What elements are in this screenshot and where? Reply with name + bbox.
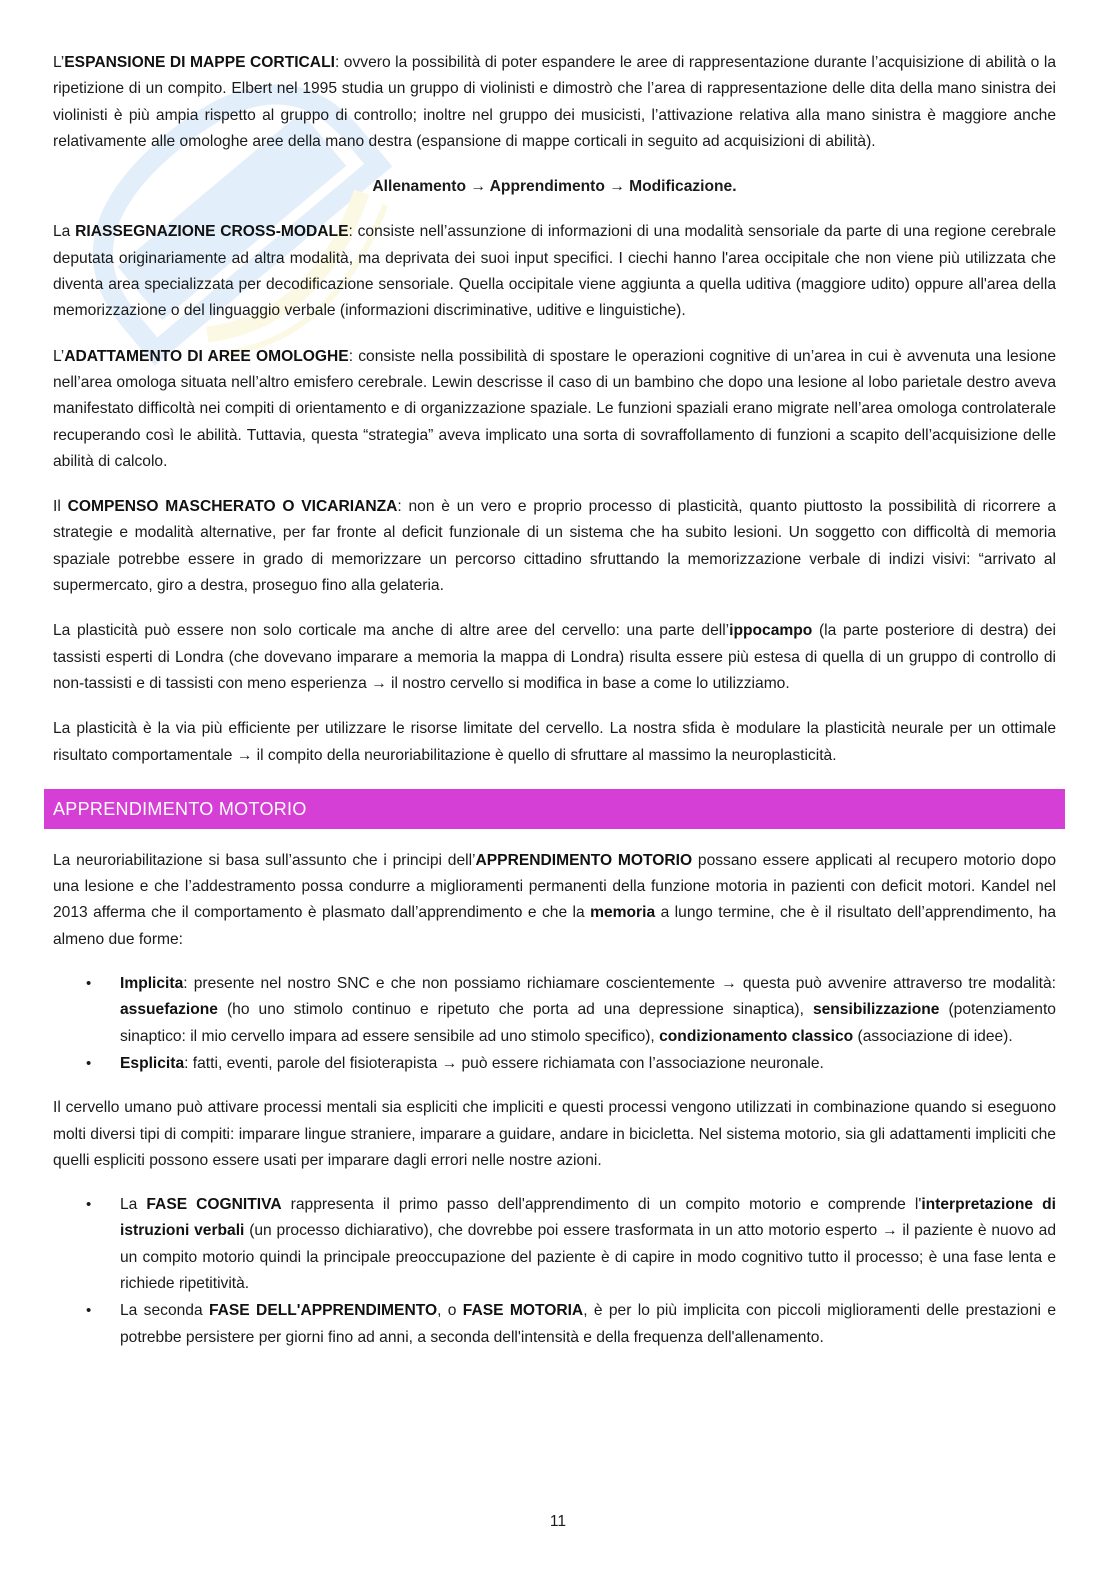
paragraph-compenso: Il COMPENSO MASCHERATO O VICARIANZA: non è un vero e proprio processo di plasticità, quanto piuttosto la possibilità di ricorrere a strategie e modalità alternative, per far fronte al deficit funzionale di un sistema che ha subito lesioni. Un soggetto con difficoltà di memoria spaziale potrebbe essere in grado di memorizzare un percorso cittadino sfruttando la memorizzazione verbale di indizi visivi: “arrivato al supermercato, giro a destra, proseguo fino alla gelateria. xyxy=(53,498,1056,595)
main-content xyxy=(53,50,1056,1351)
bullet-icon: • xyxy=(86,1302,92,1320)
learning-phases-list xyxy=(53,1192,1056,1351)
section-heading-apprendimento-motorio: APPRENDIMENTO MOTORIO xyxy=(44,789,1065,829)
list-item-implicita: • Implicita: presente nel nostro SNC e che non possiamo richiamare coscientemente → questa può avvenire attraverso tre modalità: assuefazione (ho uno stimolo continuo e ripetuto che porta ad una depressione sinaptica), sensibilizzazione (potenziamento sinaptico: il mio cervello impara ad essere sensibile ad uno stimolo specifico), condizionamento classico (associazione di idee). xyxy=(120,971,1056,1050)
paragraph-riassegnazione: La RIASSEGNAZIONE CROSS-MODALE: consiste nell’assunzione di informazioni di una modalità sensoriale da parte di una regione cerebrale deputata originariamente ad altra modalità, ma deprivata dei suoi input specifici. I ciechi hanno l'area occipitale che non viene più utilizzata che diventa area specializzata per decodificazione sensoriale. Quella occipitale viene aggiunta a quella uditiva (maggiore udito) oppure all'area della memorizzazione o del linguaggio verbale (informazioni discriminative, uditive e linguistiche). xyxy=(53,223,1056,320)
memory-forms-list xyxy=(53,971,1056,1077)
paragraph-processi-mentali: Il cervello umano può attivare processi mentali sia espliciti che impliciti e questi processi vengono utilizzati in combinazione quando si eseguono molti diversi tipi di compiti: imparare lingue straniere, imparare a guidare, andare in bicicletta. Nel sistema motorio, sia gli adattamenti impliciti che quelli espliciti possono essere usati per imparare dagli errori nelle nostre azioni. xyxy=(53,1099,1056,1169)
list-item-esplicita: • Esplicita: fatti, eventi, parole del fisioterapista → può essere richiamata con l’associazione neuronale. xyxy=(120,1051,1056,1077)
paragraph-adattamento: L’ADATTAMENTO DI AREE OMOLOGHE: consiste nella possibilità di spostare le operazioni cognitive di un’area in cui è avvenuta una lesione nell’area omologa situata nell’altro emisfero cerebrale. Lewin descrisse il caso di un bambino che dopo una lesione al lobo parietale destro aveva manifestato difficoltà nei compiti di orientamento e di organizzazione spaziale. Le funzioni spaziali erano migrate nell’area omologa controlaterale recuperando così le abilità. Tuttavia, questa “strategia” aveva implicato una sorta di sovraffollamento di funzioni a scapito dell’acquisizione delle abilità di calcolo. xyxy=(53,347,1057,470)
bullet-icon: • xyxy=(86,1196,92,1214)
paragraph-plasticita-ippocampo: La plasticità può essere non solo corticale ma anche di altre aree del cervello: una parte dell’ippocampo (la parte posteriore di destra) dei tassisti esperti di Londra (che dovevano imparare a memoria la mappa di Londra) risulta essere più estesa di quella di un gruppo di controllo di non-tassisti e di tassisti con meno esperienza → il nostro cervello si modifica in base a come lo utilizziamo. xyxy=(53,622,1056,692)
list-item-fase-cognitiva: • La FASE COGNITIVA rappresenta il primo passo dell'apprendimento di un compito motorio e comprende l'interpretazione di istruzioni verbali (un processo dichiarativo), che dovrebbe poi essere trasformata in un atto motorio esperto → il paziente è nuovo ad un compito motorio quindi la principale preoccupazione del paziente è di capire in modo cognitivo tutto il processo; è una fase lenta e richiede ripetitività. xyxy=(120,1192,1056,1297)
list-item-fase-motoria: • La seconda FASE DELL'APPRENDIMENTO, o FASE MOTORIA, è per lo più implicita con piccoli miglioramenti delle prestazioni e potrebbe persistere per giorni fino ad anni, a seconda dell'intensità e della frequenza dell'allenamento. xyxy=(120,1298,1056,1351)
bullet-icon: • xyxy=(86,1054,92,1072)
page-number: 11 xyxy=(549,1513,567,1530)
emphasis-line: Allenamento → Apprendimento → Modificazione. xyxy=(372,178,737,196)
paragraph-neuroriabilitazione: La neuroriabilitazione si basa sull’assunto che i principi dell’APPRENDIMENTO MOTORIO possano essere applicati al recupero motorio dopo una lesione e che l’addestramento possa condurre a miglioramenti permanenti della funzione motoria in pazienti con deficit motori. Kandel nel 2013 afferma che il comportamento è plasmato dall’apprendimento e che la memoria a lungo termine, che è il risultato dell’apprendimento, ha almeno due forme: xyxy=(53,851,1056,948)
paragraph-espansione-mappe: L’ESPANSIONE DI MAPPE CORTICALI: ovvero la possibilità di poter espandere le aree di rappresentazione durante l’acquisizione di abilità o la ripetizione di un compito. Elbert nel 1995 studia un gruppo di violinisti e dimostrò che l’area di rappresentazione delle dita della mano sinistra dei violinisti è più ampia rispetto al gruppo di controllo; inoltre nel gruppo dei musicisti, l’attivazione relativa alla mano sinistra è maggiore anche relativamente alle omologhe aree della mano destra (espansione di mappe corticali in seguito ad acquisizioni di abilità). xyxy=(53,54,1056,150)
paragraph-plasticita-risorse: La plasticità è la via più efficiente per utilizzare le risorse limitate del cervello. La nostra sfida è modulare la plasticità neurale per un ottimale risultato comportamentale → il compito della neuroriabilitazione è quello di sfruttare al massimo la neuroplasticità. xyxy=(53,720,1056,764)
bullet-icon: • xyxy=(86,975,92,993)
